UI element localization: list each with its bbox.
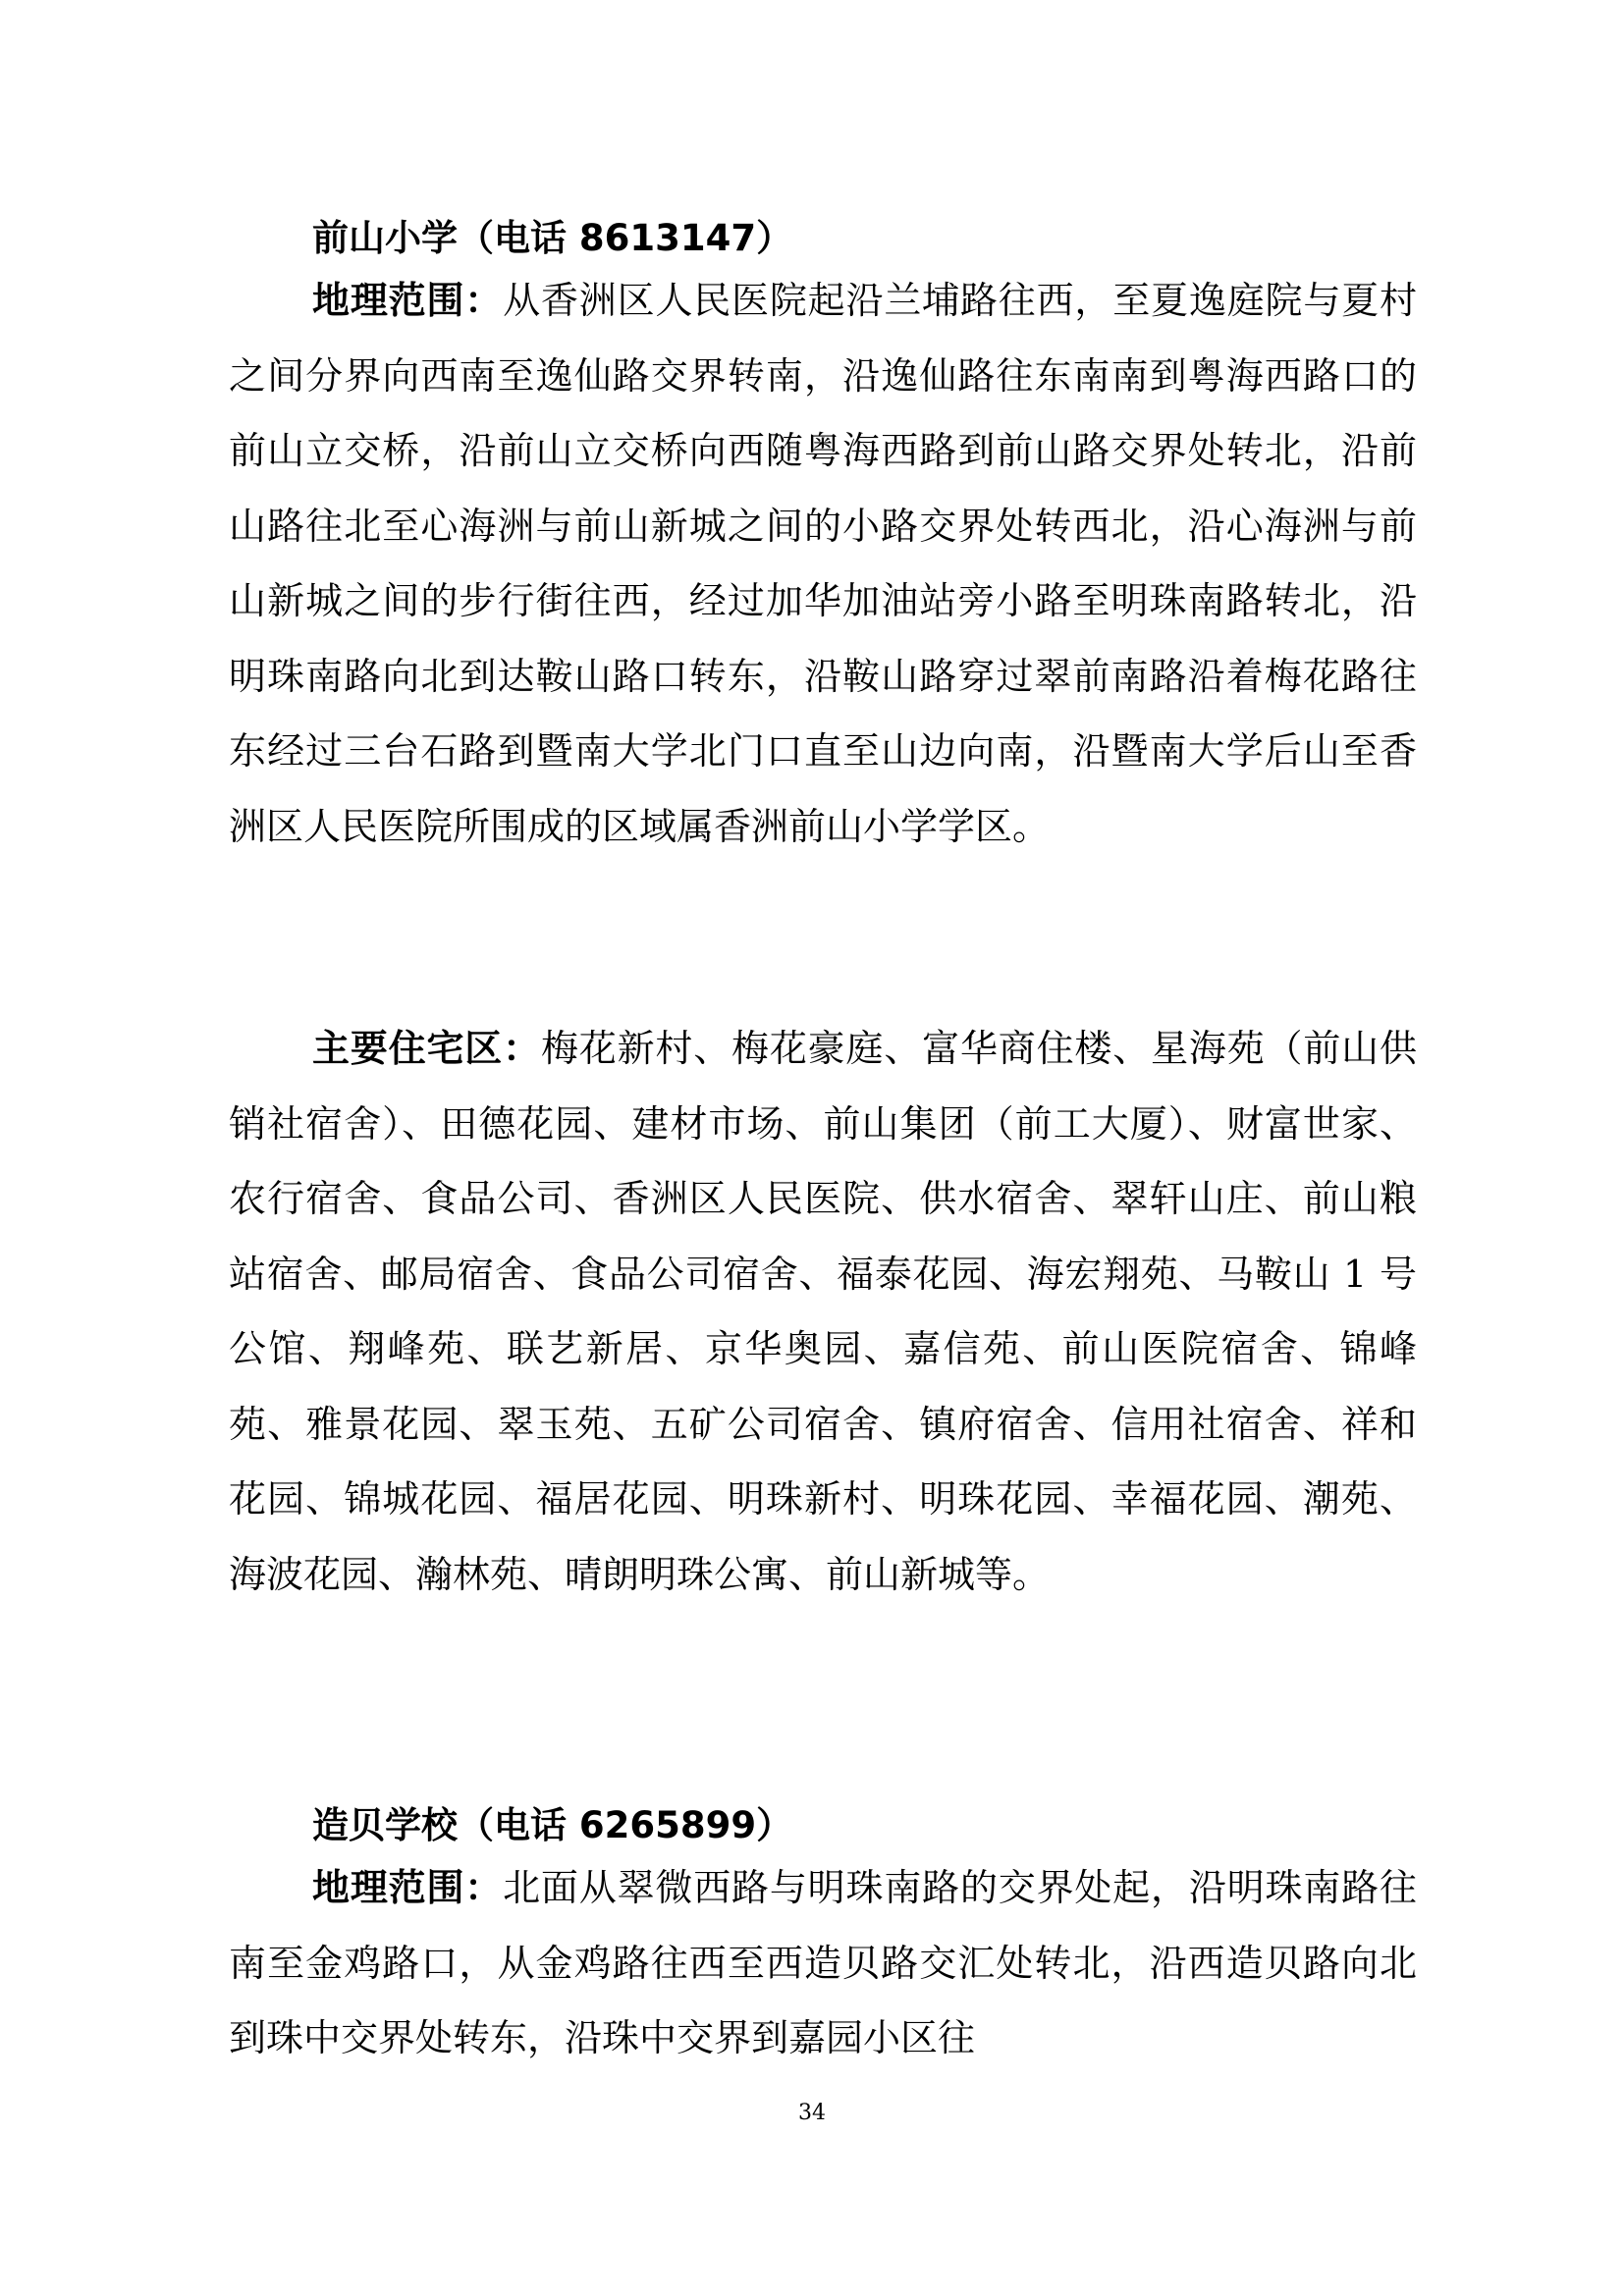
residential-label: 主要住宅区： [312, 1027, 541, 1070]
range-text: 从香洲区人民医院起沿兰埔路往西，至夏逸庭院与夏村之间分界向西南至逸仙路交界转南，沿逸仙路往东南南到粤海西路口的前山立交桥，沿前山立交桥向西随粤海西路到前山路交界处转北，沿前山路往北至心海洲与前山新城之间的小路交界处转西北，沿心海洲与前山新城之间的步行街往西，经过加华加油站旁小路至明珠南路转北，沿明珠南路向北到达鞍山路口转东，沿鞍山路穿过翠前南路沿着梅花路往东经过三台石路到暨南大学北门口直至山边向南，沿暨南大学后山至香洲区人民医院所围成的区域属香洲前山小学学区。 [229, 279, 1417, 848]
range-label: 地理范围： [312, 279, 504, 322]
range-label: 地理范围： [312, 1866, 504, 1909]
school-title-qianshan: 前山小学（电话 8613147） [312, 217, 793, 259]
residential-text: 梅花新村、梅花豪庭、富华商住楼、星海苑（前山供销社宿舍）、田德花园、建材市场、前山集团（前工大厦）、财富世家、农行宿舍、食品公司、香洲区人民医院、供水宿舍、翠轩山庄、前山粮站宿舍、邮局宿舍、食品公司宿舍、福泰花园、海宏翔苑、马鞍山 1 号公馆、翔峰苑、联艺新居、京华奥园、嘉信苑、前山医院宿舍、锦峰苑、雅景花园、翠玉苑、五矿公司宿舍、镇府宿舍、信用社宿舍、祥和花园、锦城花园、福居花园、明珠新村、明珠花园、幸福花园、潮苑、海波花园、瀚林苑、晴朗明珠公寓、前山新城等。 [229, 1027, 1417, 1596]
geographic-range-paragraph-zaobei [229, 1850, 1417, 2076]
page-number: 34 [798, 2101, 826, 2125]
residential-area-paragraph-qianshan [229, 1011, 1417, 1612]
range-text: 北面从翠微西路与明珠南路的交界处起，沿明珠南路往南至金鸡路口，从金鸡路往西至西造贝路交汇处转北，沿西造贝路向北到珠中交界处转东，沿珠中交界到嘉园小区往 [229, 1866, 1417, 2059]
school-title-zaobei: 造贝学校（电话 6265899） [312, 1804, 793, 1846]
geographic-range-paragraph-qianshan [229, 263, 1417, 864]
